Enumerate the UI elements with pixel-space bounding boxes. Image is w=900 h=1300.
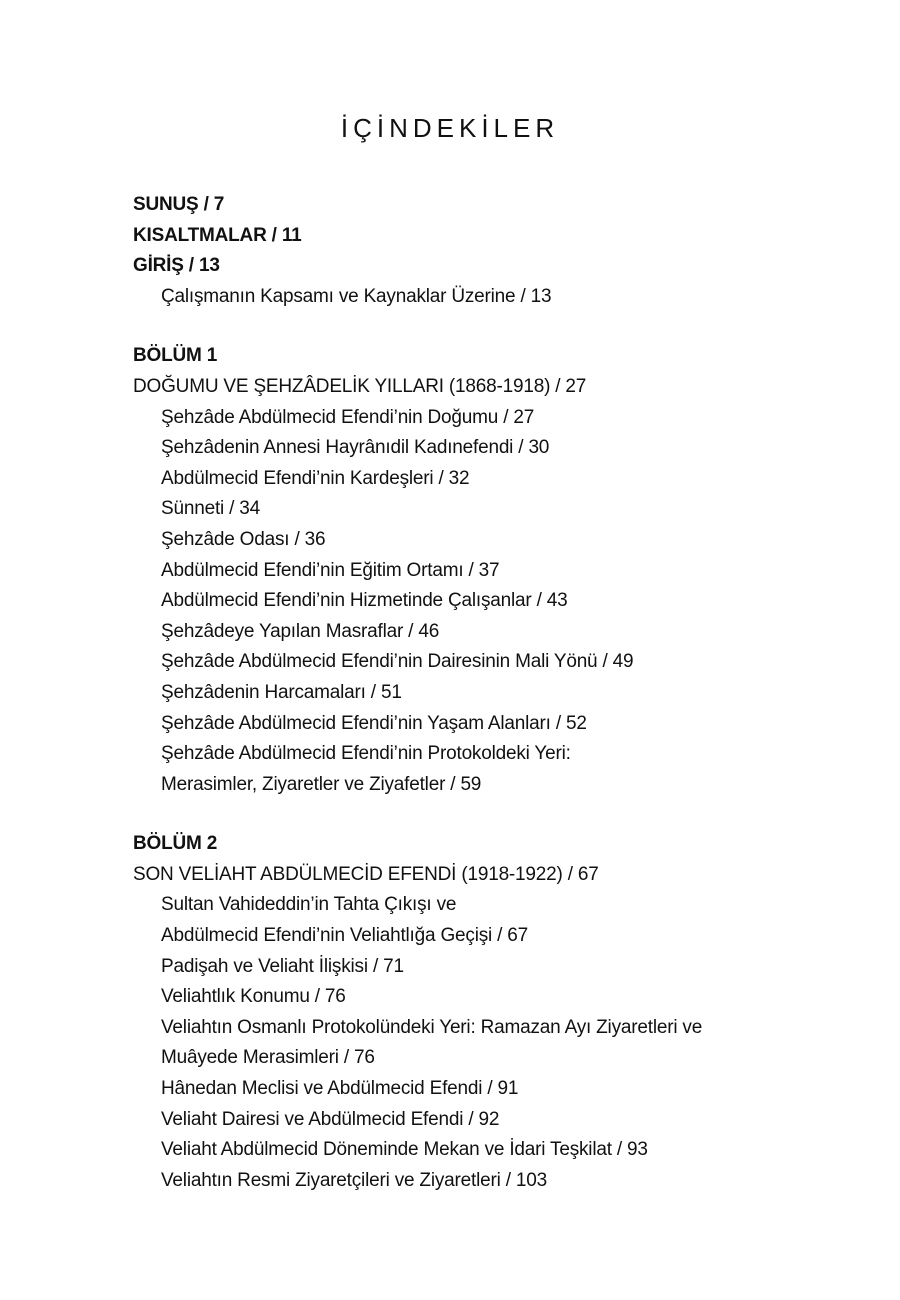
toc-front-kisaltmalar: KISALTMALAR / 11 — [133, 224, 302, 246]
toc-entry: Veliahtın Resmi Ziyaretçileri ve Ziyaretleri / 103 — [161, 1169, 547, 1191]
toc-entry: Veliahtlık Konumu / 76 — [161, 986, 346, 1008]
toc-entry: Padişah ve Veliaht İlişkisi / 71 — [161, 955, 404, 977]
toc-entry: Abdülmecid Efendi’nin Kardeşleri / 32 — [161, 467, 470, 489]
toc-entry: Şehzâdenin Annesi Hayrânıdil Kadınefendi / 30 — [161, 437, 550, 459]
toc-entry: Merasimler, Ziyaretler ve Ziyafetler / 59 — [161, 773, 482, 795]
toc-entry: Hânedan Meclisi ve Abdülmecid Efendi / 91 — [161, 1078, 519, 1100]
toc-front-sunus: SUNUŞ / 7 — [133, 194, 225, 215]
toc-entry: Sünneti / 34 — [161, 498, 261, 520]
chapter-1-heading: DOĞUMU VE ŞEHZÂDELİK YILLARI (1868-1918) / 27 — [133, 375, 587, 397]
toc-entry: Sultan Vahideddin’in Tahta Çıkışı ve — [161, 894, 457, 916]
toc-entry: Şehzâdenin Harcamaları / 51 — [161, 681, 402, 703]
toc-entry: Veliaht Dairesi ve Abdülmecid Efendi / 92 — [161, 1108, 500, 1130]
page-title: İÇİNDEKİLER — [340, 113, 560, 143]
chapter-2-label: BÖLÜM 2 — [133, 833, 218, 855]
table-of-contents — [133, 190, 833, 1196]
toc-entry: Abdülmecid Efendi’nin Eğitim Ortamı / 37 — [161, 559, 500, 581]
section-gap — [133, 800, 833, 829]
toc-entry: Çalışmanın Kapsamı ve Kaynaklar Üzerine / 13 — [161, 285, 552, 307]
toc-entry: Şehzâde Odası / 36 — [161, 528, 326, 550]
toc-entry: Muâyede Merasimleri / 76 — [161, 1047, 375, 1069]
toc-entry: Veliaht Abdülmecid Döneminde Mekan ve İdari Teşkilat / 93 — [161, 1139, 648, 1161]
section-gap — [133, 312, 833, 341]
toc-entry: Veliahtın Osmanlı Protokolündeki Yeri: Ramazan Ayı Ziyaretleri ve — [161, 1016, 703, 1038]
toc-entry: Şehzâde Abdülmecid Efendi’nin Doğumu / 27 — [161, 406, 535, 428]
chapter-1-label: BÖLÜM 1 — [133, 345, 218, 367]
toc-entry: Abdülmecid Efendi’nin Veliahtlığa Geçişi / 67 — [161, 925, 529, 947]
toc-entry: Şehzâdeye Yapılan Masraflar / 46 — [161, 620, 440, 642]
chapter-2-heading: SON VELİAHT ABDÜLMECİD EFENDİ (1918-1922) / 67 — [133, 863, 599, 885]
toc-front-giris: GİRİŞ / 13 — [133, 255, 220, 277]
toc-entry: Şehzâde Abdülmecid Efendi’nin Yaşam Alanları / 52 — [161, 712, 587, 734]
toc-entry: Şehzâde Abdülmecid Efendi’nin Protokoldeki Yeri: — [161, 743, 571, 765]
toc-entry: Abdülmecid Efendi’nin Hizmetinde Çalışanlar / 43 — [161, 590, 568, 612]
toc-entry: Şehzâde Abdülmecid Efendi’nin Dairesinin Mali Yönü / 49 — [161, 651, 634, 673]
